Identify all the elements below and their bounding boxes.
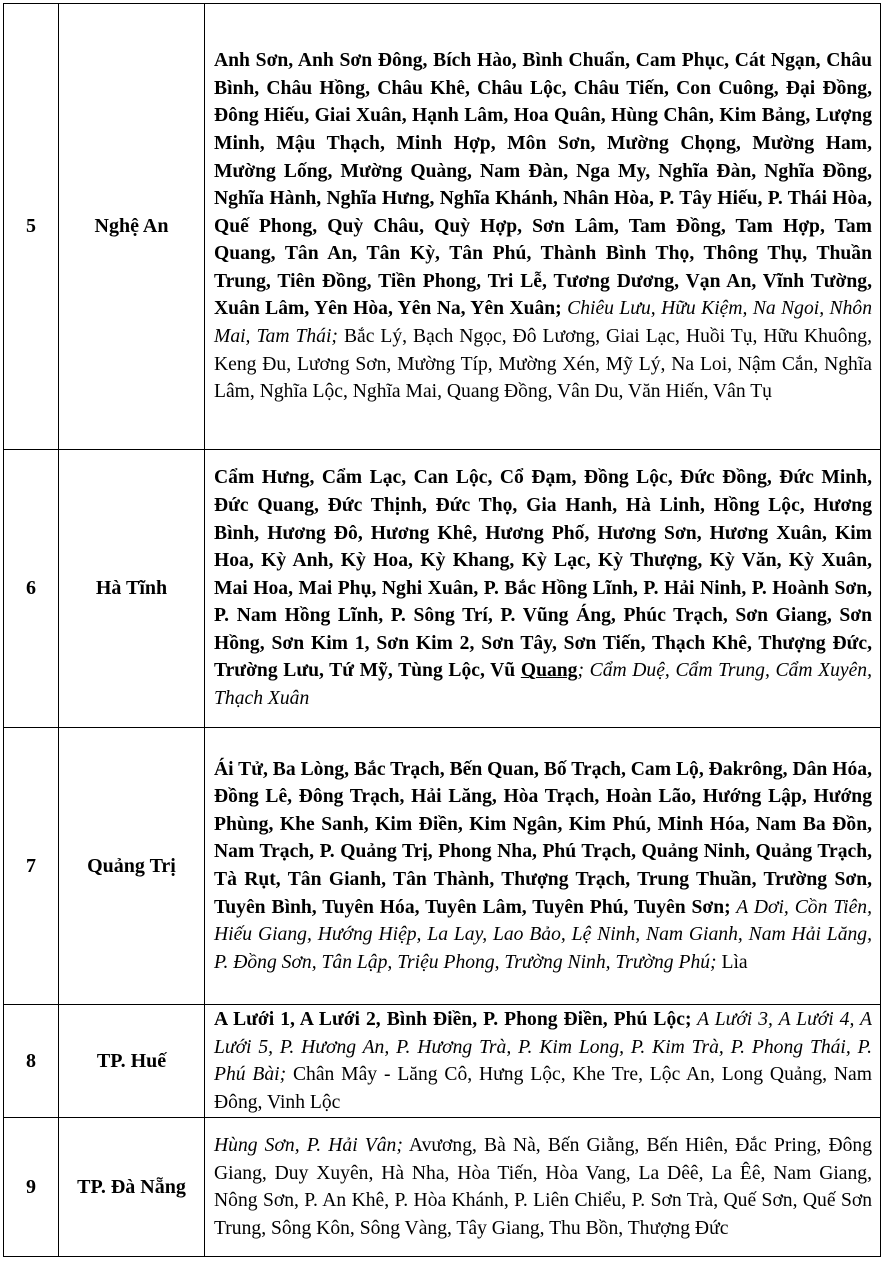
province-name: Nghệ An [59, 4, 205, 450]
table-row [4, 450, 881, 728]
italic-communes: ; Cẩm Duệ, Cẩm Trung, Cẩm Xuyên, Thạch Xuân [214, 660, 872, 710]
bold-underlined-commune: Quang [520, 660, 578, 682]
row-number: 8 [4, 1005, 59, 1118]
normal-communes: Bắc Lý, Bạch Ngọc, Đô Lương, Giai Lạc, Huồi Tụ, Hữu Khuông, Keng Đu, Lương Sơn, Mường Típ, Mường Xén, Mỹ Lý, Na Loi, Nậm Cắn, Nghĩa Lâm, Nghĩa Lộc, Nghĩa Mai, Quang Đồng, Vân Du, Văn Hiến, Vân Tụ [214, 326, 872, 403]
bold-communes: Cẩm Hưng, Cẩm Lạc, Can Lộc, Cổ Đạm, Đồng Lộc, Đức Đồng, Đức Minh, Đức Quang, Đức Thịnh, Đức Thọ, Gia Hanh, Hà Linh, Hồng Lộc, Hương Bình, Hương Đô, Hương Khê, Hương Phố, Hương Sơn, Hương Xuân, Kim Hoa, Kỳ Anh, Kỳ Hoa, Kỳ Khang, Kỳ Lạc, Kỳ Thượng, Kỳ Văn, Kỳ Xuân, Mai Hoa, Mai Phụ, Nghi Xuân, P. Bắc Hồng Lĩnh, P. Hải Ninh, P. Hoành Sơn, P. Nam Hồng Lĩnh, P. Sông Trí, P. Vũng Áng, Phúc Trạch, Sơn Giang, Sơn Hồng, Sơn Kim 1, Sơn Kim 2, Sơn Tây, Sơn Tiến, Thạch Khê, Thượng Đức, Trường Lưu, Tứ Mỹ, Tùng Lộc, Vũ [214, 467, 872, 682]
table-row [4, 1118, 881, 1257]
italic-communes: A Dơi, Cồn Tiên, Hiếu Giang, Hướng Hiệp, La Lay, Lao Bảo, Lệ Ninh, Nam Gianh, Nam Hải Lăng, P. Đồng Sơn, Tân Lập, Triệu Phong, Trường Ninh, Trường Phú; [214, 896, 872, 973]
province-name: TP. Đà Nẵng [59, 1118, 205, 1257]
italic-communes: A Lưới 3, A Lưới 4, A Lưới 5, P. Hương An, P. Hương Trà, P. Kim Long, P. Kim Trà, P. Phong Thái, P. Phú Bài; [214, 1009, 872, 1086]
bold-communes: A Lưới 1, A Lưới 2, Bình Điền, P. Phong Điền, Phú Lộc; [214, 1009, 692, 1030]
italic-communes: Hùng Sơn, P. Hải Vân; [214, 1135, 403, 1157]
commune-list [205, 1118, 881, 1257]
row-number: 9 [4, 1118, 59, 1257]
province-commune-table [3, 3, 881, 1257]
table-row [4, 4, 881, 450]
commune-list [205, 450, 881, 728]
row-number: 5 [4, 4, 59, 450]
table-row [4, 728, 881, 1005]
row-number: 7 [4, 728, 59, 1005]
normal-communes: Chân Mây - Lăng Cô, Hưng Lộc, Khe Tre, Lộc An, Long Quảng, Nam Đông, Vinh Lộc [214, 1064, 872, 1113]
commune-list [205, 1005, 881, 1118]
province-name: Hà Tĩnh [59, 450, 205, 728]
bold-communes: Anh Sơn, Anh Sơn Đông, Bích Hào, Bình Chuẩn, Cam Phục, Cát Ngạn, Châu Bình, Châu Hồng, Châu Khê, Châu Lộc, Châu Tiến, Con Cuông, Đại Đồng, Đông Hiếu, Giai Xuân, Hạnh Lâm, Hoa Quân, Hùng Chân, Kim Bảng, Lượng Minh, Mậu Thạch, Minh Hợp, Môn Sơn, Mường Chọng, Mường Ham, Mường Lống, Mường Quàng, Nam Đàn, Nga My, Nghĩa Đàn, Nghĩa Đồng, Nghĩa Hành, Nghĩa Hưng, Nghĩa Khánh, Nhân Hòa, P. Tây Hiếu, P. Thái Hòa, Quế Phong, Quỳ Châu, Quỳ Hợp, Sơn Lâm, Tam Đồng, Tam Hợp, Tam Quang, Tân An, Tân Kỳ, Tân Phú, Thành Bình Thọ, Thông Thụ, Thuần Trung, Tiên Đồng, Tiền Phong, Tri Lễ, Tương Dương, Vạn An, Vĩnh Tường, Xuân Lâm, Yên Hòa, Yên Na, Yên Xuân; [214, 50, 872, 320]
normal-communes: Lìa [716, 951, 748, 973]
table-row [4, 1005, 881, 1118]
normal-communes: Avương, Bà Nà, Bến Giằng, Bến Hiên, Đắc Pring, Đông Giang, Duy Xuyên, Hà Nha, Hòa Tiến, Hòa Vang, La Dêê, La Êê, Nam Giang, Nông Sơn, P. An Khê, P. Hòa Khánh, P. Liên Chiểu, P. Sơn Trà, Quế Sơn, Quế Sơn Trung, Sông Kôn, Sông Vàng, Tây Giang, Thu Bồn, Thượng Đức [214, 1135, 872, 1239]
commune-list [205, 728, 881, 1005]
row-number: 6 [4, 450, 59, 728]
commune-list [205, 4, 881, 450]
province-name: TP. Huế [59, 1005, 205, 1118]
italic-communes: Chiêu Lưu, Hữu Kiệm, Na Ngoi, Nhôn Mai, Tam Thái; [214, 298, 873, 348]
province-name: Quảng Trị [59, 728, 205, 1005]
bold-communes: Ái Tử, Ba Lòng, Bắc Trạch, Bến Quan, Bố Trạch, Cam Lộ, Đakrông, Dân Hóa, Đồng Lê, Đông Trạch, Hải Lăng, Hòa Trạch, Hoàn Lão, Hướng Lập, Hướng Phùng, Khe Sanh, Kim Điền, Kim Ngân, Kim Phú, Minh Hóa, Nam Ba Đồn, Nam Trạch, P. Quảng Trị, Phong Nha, Phú Trạch, Quảng Ninh, Quảng Trạch, Tà Rụt, Tân Gianh, Tân Thành, Thượng Trạch, Trung Thuần, Trường Sơn, Tuyên Bình, Tuyên Hóa, Tuyên Lâm, Tuyên Phú, Tuyên Sơn; [214, 758, 872, 918]
